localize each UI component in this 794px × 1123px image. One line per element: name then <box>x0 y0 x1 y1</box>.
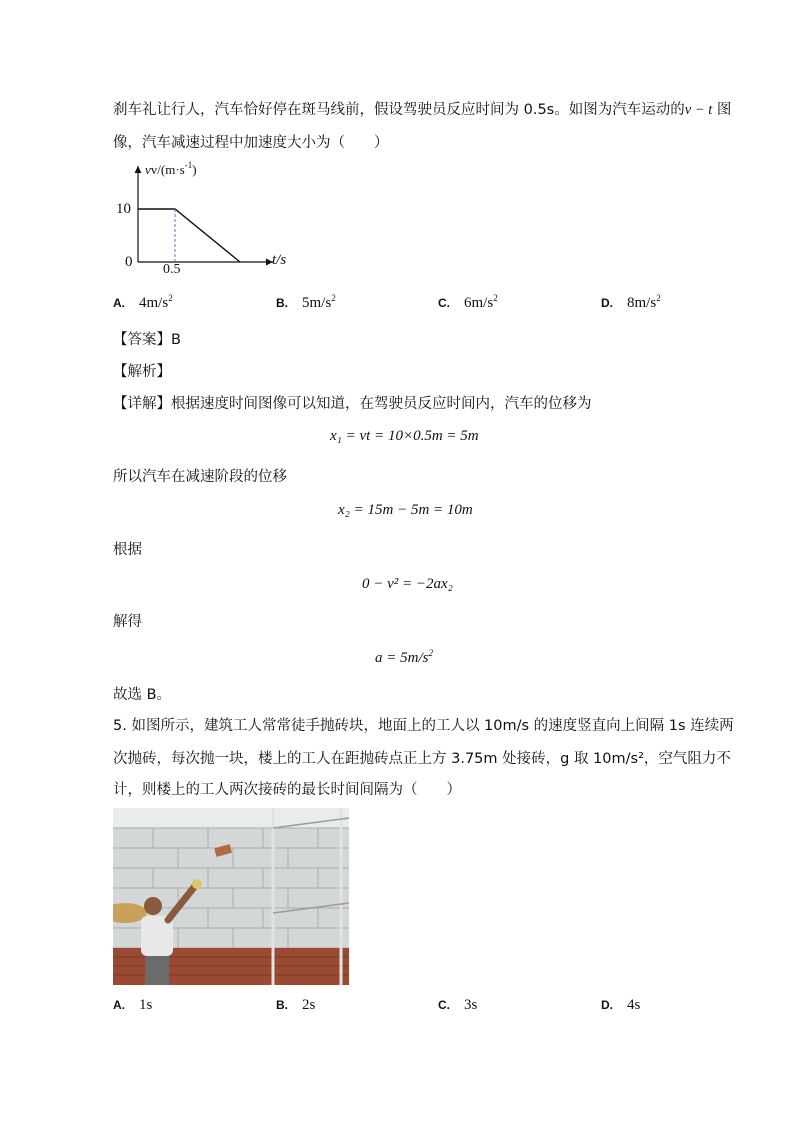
equation-1: x₁ = vt = 10×0.5m = 5m <box>330 428 479 444</box>
q4-option-d[interactable]: D. $8m/s^2$ <box>601 293 661 311</box>
answer-line: 【答案】B <box>113 332 181 348</box>
conclusion-text: 故选 B。 <box>113 687 172 703</box>
q5-stem-line3: 计，则楼上的工人两次接砖的最长时间间隔为（ ） <box>113 782 461 798</box>
analysis-heading: 【解析】 <box>113 364 171 380</box>
velocity-line <box>138 209 240 262</box>
q5-option-a[interactable]: A. 1s <box>113 997 153 1013</box>
displacement-text: 所以汽车在减速阶段的位移 <box>113 469 287 485</box>
x-axis-label: t/s <box>272 252 287 268</box>
equation-4: $a = 5m/s^2$ <box>375 648 433 666</box>
q4-stem-line1: 刹车礼让行人，汽车恰好停在斑马线前，假设驾驶员反应时间为 0.5s。如图为汽车运动的v − t 图 <box>113 102 732 118</box>
brick-throwing-photo <box>113 808 349 985</box>
equation-3: 0 − v² = −2ax₂ <box>362 576 453 592</box>
equation-2: x₂ = 15m − 5m = 10m <box>338 502 473 518</box>
according-text: 根据 <box>113 542 142 558</box>
q4-stem-line2: 像，汽车减速过程中加速度大小为（ ） <box>113 135 389 151</box>
q5-option-b[interactable]: B. 2s <box>276 997 316 1013</box>
q5-stem-line2: 次抛砖，每次抛一块，楼上的工人在距抛砖点正上方 3.75m 处接砖，g 取 10m/s²，空气阻力不 <box>113 751 731 767</box>
q4-option-c[interactable]: C. $6m/s^2$ <box>438 293 498 311</box>
vt-symbol: v − t <box>684 102 713 118</box>
y-axis-label: $vv/(m\cdot s^{-1})$ <box>145 160 197 177</box>
tick-0: 0 <box>125 254 133 270</box>
q4-option-b[interactable]: B. $5m/s^2$ <box>276 293 336 311</box>
tick-10: 10 <box>116 201 131 217</box>
tick-0-5: 0.5 <box>163 262 181 277</box>
q5-option-c[interactable]: C. 3s <box>438 997 478 1013</box>
q5-option-d[interactable]: D. 4s <box>601 997 641 1013</box>
q4-option-a[interactable]: A. $4m/s^2$ <box>113 293 173 311</box>
q5-stem-line1: 5. 如图所示，建筑工人常常徒手抛砖块，地面上的工人以 10m/s 的速度竖直向上间隔 1s 连续两 <box>113 718 734 734</box>
solve-text: 解得 <box>113 614 142 630</box>
detail-line: 【详解】根据速度时间图像可以知道，在驾驶员反应时间内，汽车的位移为 <box>113 396 592 412</box>
